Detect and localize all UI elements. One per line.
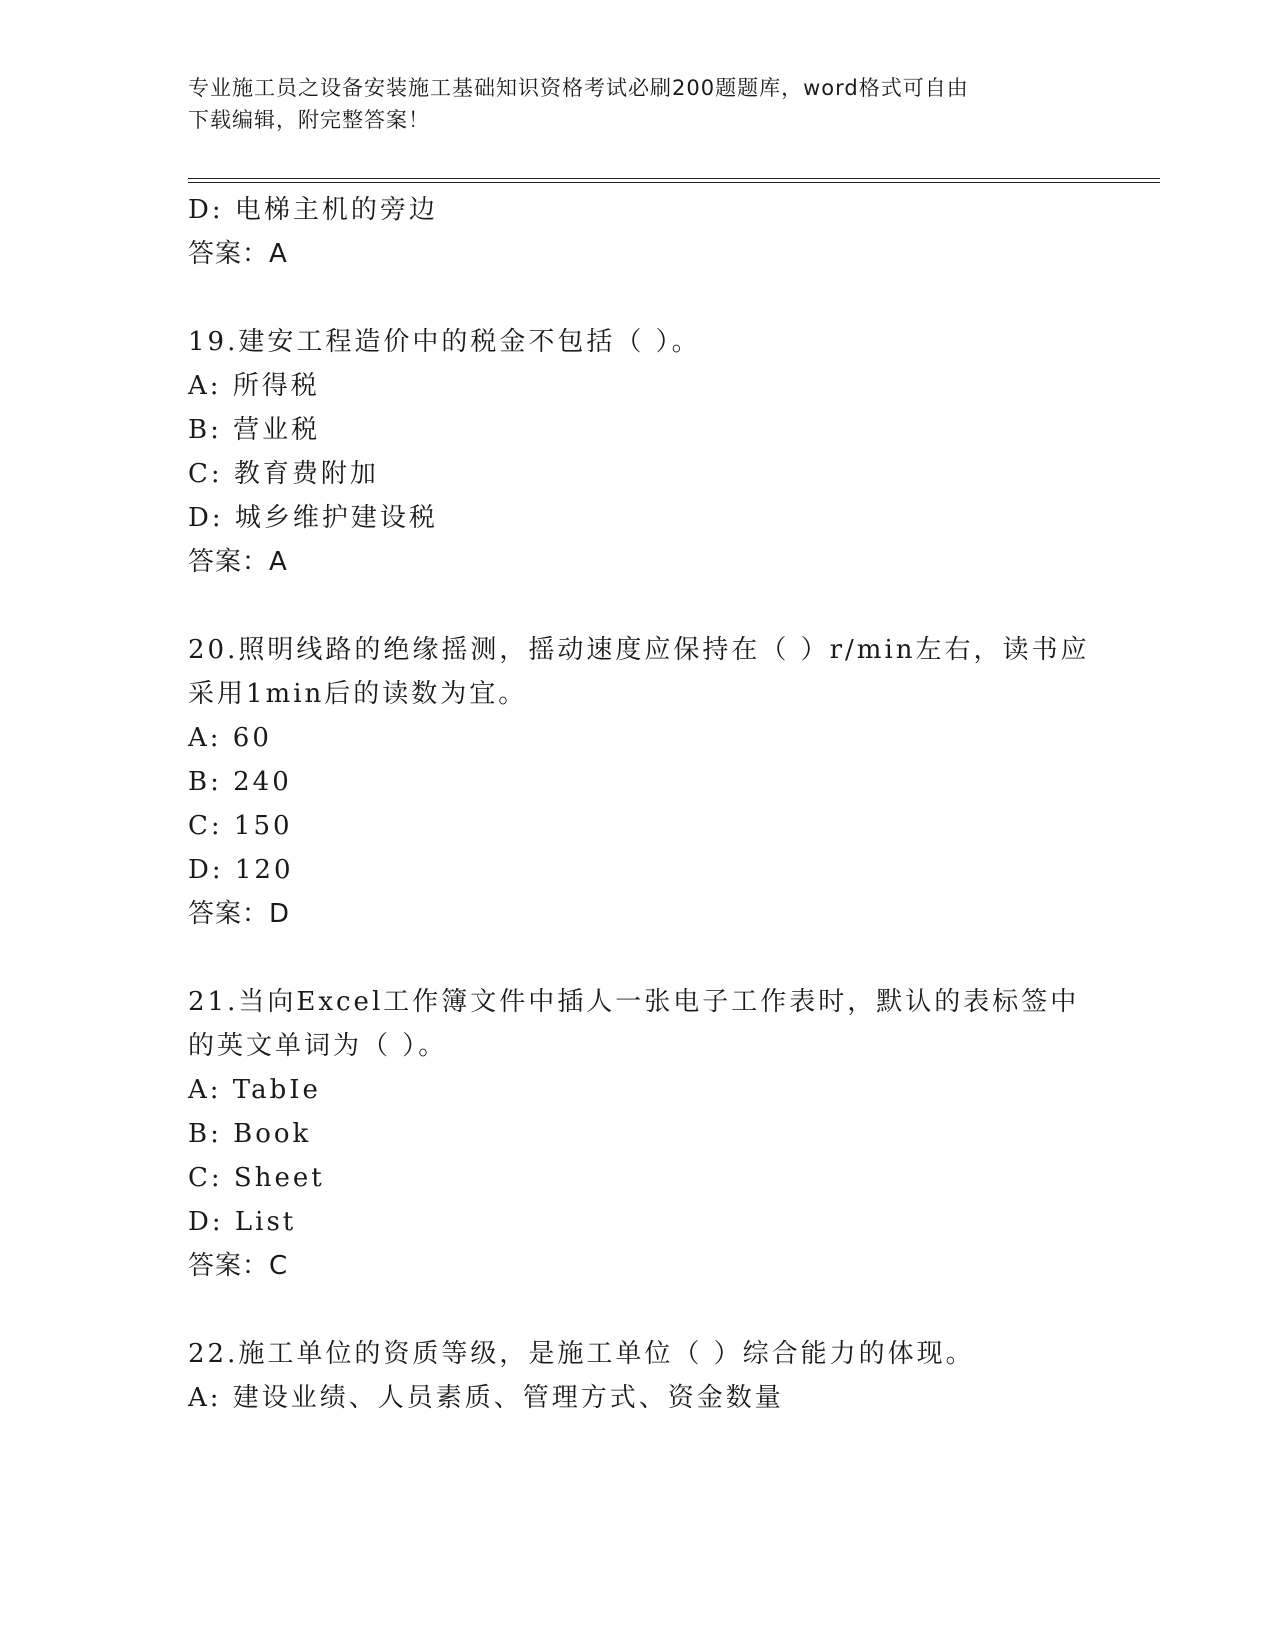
q21-answer: 答案：C	[188, 1251, 289, 1281]
q19-answer: 答案：A	[188, 547, 288, 577]
q20-answer: 答案：D	[188, 899, 291, 929]
q19-option-b: B: 营业税	[188, 415, 321, 445]
q19-option-d: D: 城乡维护建设税	[188, 503, 438, 533]
q20-option-d: D: 120	[188, 855, 294, 885]
q22-option-a: A: 建设业绩、人员素质、管理方式、资金数量	[188, 1383, 784, 1413]
q20-stem-line-2: 采用1min后的读数为宜。	[188, 679, 528, 709]
q20-option-c: C: 150	[188, 811, 293, 841]
header-divider-bottom	[188, 182, 1160, 183]
q22-stem: 22.施工单位的资质等级，是施工单位（ ）综合能力的体现。	[188, 1339, 975, 1369]
header-divider-top	[188, 178, 1160, 179]
prev-option-d: D: 电梯主机的旁边	[188, 195, 438, 225]
q19-option-a: A: 所得税	[188, 371, 320, 401]
q21-option-d: D: List	[188, 1207, 297, 1237]
q21-option-c: C: Sheet	[188, 1163, 325, 1193]
q21-option-a: A: TabIe	[188, 1075, 321, 1105]
q20-option-b: B: 240	[188, 767, 292, 797]
header-line-2: 下载编辑，附完整答案！	[188, 108, 430, 132]
q21-stem-line-2: 的英文单词为（ ）。	[188, 1031, 448, 1061]
header-line-1: 专业施工员之设备安装施工基础知识资格考试必刷200题题库，word格式可自由	[188, 76, 969, 100]
prev-answer: 答案：A	[188, 239, 288, 269]
q21-option-b: B: Book	[188, 1119, 312, 1149]
q21-stem-line-1: 21.当向Excel工作簿文件中插人一张电子工作表时，默认的表标签中	[188, 987, 1080, 1017]
q19-stem: 19.建安工程造价中的税金不包括（ ）。	[188, 327, 701, 357]
q19-option-c: C: 教育费附加	[188, 459, 379, 489]
document-header	[188, 72, 1088, 136]
q20-stem-line-1: 20.照明线路的绝缘摇测，摇动速度应保持在（ ）r/min左右，读书应	[188, 635, 1090, 665]
q20-option-a: A: 60	[188, 723, 272, 753]
